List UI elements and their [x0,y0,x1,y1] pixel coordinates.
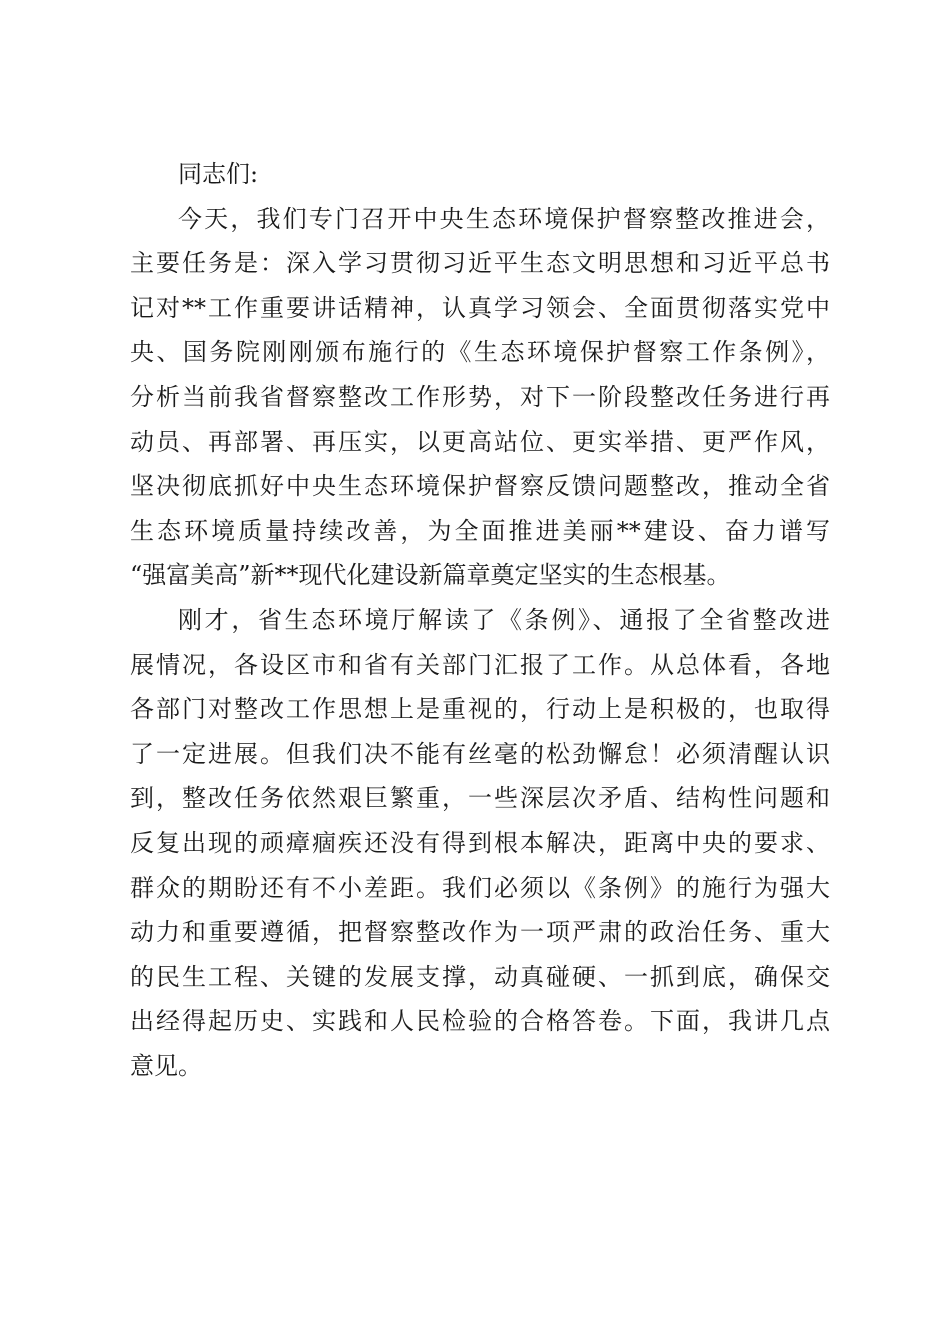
paragraph-line: 的民生工程、关键的发展支撑，动真碰硬、一抓到底，确保交 [130,962,830,991]
paragraph-line: 反复出现的顽瘴痼疾还没有得到根本解决，距离中央的要求、 [130,828,830,857]
paragraph-line: 群众的期盼还有不小差距。我们必须以《条例》的施行为强大 [130,873,830,902]
paragraph-line: 到，整改任务依然艰巨繁重，一些深层次矛盾、结构性问题和 [130,784,830,813]
paragraph-line: 央、国务院刚刚颁布施行的《生态环境保护督察工作条例》， [130,338,830,367]
paragraph-line: 生态环境质量持续改善，为全面推进美丽**建设、奋力谱写 [130,516,830,545]
paragraph-line: 展情况，各设区市和省有关部门汇报了工作。从总体看，各地 [130,650,830,679]
salutation: 同志们: [178,160,259,188]
paragraph-line: 今天，我们专门召开中央生态环境保护督察整改推进会， [178,204,830,233]
paragraph-line: 记对**工作重要讲话精神，认真学习领会、全面贯彻落实党中 [130,293,830,322]
paragraph-line: 了一定进展。但我们决不能有丝毫的松劲懈怠！必须清醒认识 [130,739,830,768]
paragraph-line: “强富美高”新**现代化建设新篇章奠定坚实的生态根基。 [130,561,731,590]
paragraph-line: 分析当前我省督察整改工作形势，对下一阶段整改任务进行再 [130,382,830,411]
paragraph-1 [130,197,830,598]
document-body [130,152,830,1088]
paragraph-line: 动员、再部署、再压实，以更高站位、更实举措、更严作风， [130,427,830,456]
paragraph-line: 各部门对整改工作思想上是重视的，行动上是积极的，也取得 [130,695,830,724]
paragraph-line: 动力和重要遵循，把督察整改作为一项严肃的政治任务、重大 [130,918,830,947]
paragraph-line: 出经得起历史、实践和人民检验的合格答卷。下面，我讲几点 [130,1007,830,1036]
paragraph-2 [130,598,830,1089]
paragraph-line: 主要任务是：深入学习贯彻习近平生态文明思想和习近平总书 [130,249,830,278]
paragraph-line: 意见。 [130,1051,202,1080]
paragraph-line: 刚才，省生态环境厅解读了《条例》、通报了全省整改进 [178,605,830,634]
paragraph-line: 坚决彻底抓好中央生态环境保护督察反馈问题整改，推动全省 [130,472,830,501]
